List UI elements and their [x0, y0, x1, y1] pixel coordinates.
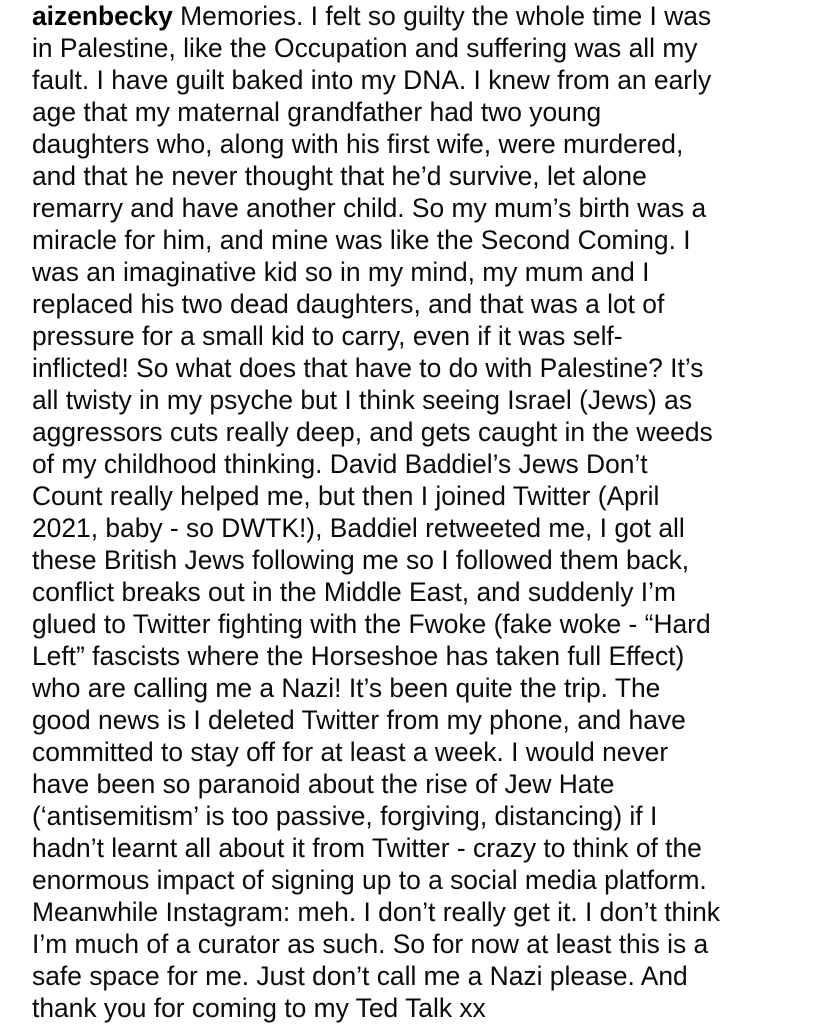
- caption-line: inflicted! So what does that have to do with Palestine? It’s: [32, 353, 704, 383]
- caption-line: and that he never thought that he’d survive, let alone: [32, 161, 647, 191]
- caption-line: Meanwhile Instagram: meh. I don’t really get it. I don’t think: [32, 897, 720, 927]
- caption-line: replaced his two dead daughters, and that was a lot of: [32, 289, 665, 319]
- caption-line: hadn’t learnt all about it from Twitter - crazy to think of the: [32, 833, 702, 863]
- caption-line: was an imaginative kid so in my mind, my mum and I: [32, 257, 650, 287]
- caption-line: [32, 0, 822, 32]
- caption-line: who are calling me a Nazi! It’s been quite the trip. The: [32, 673, 661, 703]
- caption-line: thank you for coming to my Ted Talk xx: [32, 993, 486, 1023]
- caption-line: enormous impact of signing up to a social media platform.: [32, 865, 707, 895]
- caption-line: remarry and have another child. So my mum’s birth was a: [32, 193, 707, 223]
- caption-line: of my childhood thinking. David Baddiel’s Jews Don’t: [32, 449, 648, 479]
- caption-line: (‘antisemitism’ is too passive, forgiving, distancing) if I: [32, 801, 658, 831]
- username-link[interactable]: aizenbecky: [32, 1, 173, 31]
- caption-line: 2021, baby - so DWTK!), Baddiel retweeted me, I got all: [32, 513, 685, 543]
- caption-line: daughters who, along with his first wife, were murdered,: [32, 129, 684, 159]
- caption-line: Left” fascists where the Horseshoe has taken full Effect): [32, 641, 685, 671]
- caption-line: aggressors cuts really deep, and gets caught in the weeds: [32, 417, 713, 447]
- caption-line: these British Jews following me so I followed them back,: [32, 545, 690, 575]
- caption-text: Memories. I felt so guilty the whole time I was: [172, 1, 712, 31]
- caption-line: age that my maternal grandfather had two young: [32, 97, 602, 127]
- caption-line: have been so paranoid about the rise of Jew Hate: [32, 769, 615, 799]
- caption-line: committed to stay off for at least a week. I would never: [32, 737, 669, 767]
- caption-line: fault. I have guilt baked into my DNA. I knew from an early: [32, 65, 712, 95]
- caption-line: pressure for a small kid to carry, even if it was self-: [32, 321, 623, 351]
- caption-line: glued to Twitter fighting with the Fwoke (fake woke - “Hard: [32, 609, 711, 639]
- caption-line: conflict breaks out in the Middle East, and suddenly I’m: [32, 577, 676, 607]
- caption-line: I’m much of a curator as such. So for now at least this is a: [32, 929, 709, 959]
- caption-line: safe space for me. Just don’t call me a Nazi please. And: [32, 961, 688, 991]
- caption-line: miracle for him, and mine was like the Second Coming. I: [32, 225, 691, 255]
- caption-line: in Palestine, like the Occupation and suffering was all my: [32, 33, 698, 63]
- caption-line: Count really helped me, but then I joined Twitter (April: [32, 481, 660, 511]
- post-caption: [32, 0, 822, 1024]
- caption-line: all twisty in my psyche but I think seeing Israel (Jews) as: [32, 385, 693, 415]
- caption-line: good news is I deleted Twitter from my phone, and have: [32, 705, 686, 735]
